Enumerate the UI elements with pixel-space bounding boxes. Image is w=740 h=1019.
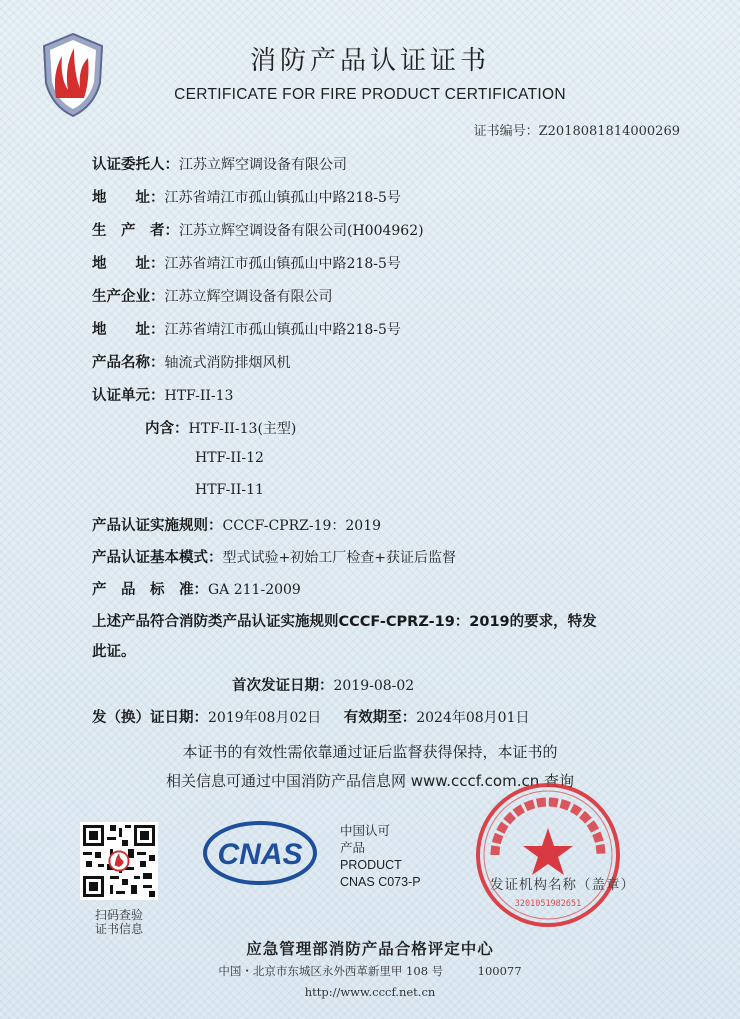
field-value: 2019年08月02日	[208, 710, 322, 726]
field-value: 江苏立辉空调设备有限公司(H004962)	[179, 223, 424, 239]
field-label: 发（换）证日期：	[92, 710, 208, 726]
field-manufacturer	[92, 285, 333, 306]
contains-label: 内含：	[145, 421, 189, 437]
field-applicant-address	[92, 186, 401, 207]
field-applicant	[92, 153, 347, 174]
field-label: 产品名称：	[92, 355, 165, 371]
seal-number: 3201051982651	[514, 899, 582, 909]
issuing-organization: 应急管理部消防产品合格评定中心	[246, 940, 494, 958]
cnas-logo-text: CNAS	[217, 838, 303, 871]
field-value: GA 211-2009	[208, 582, 301, 598]
qr-caption-line: 扫码查验	[94, 908, 143, 922]
field-label: 认证委托人：	[92, 157, 179, 173]
field-product-name	[92, 351, 291, 372]
field-rules	[92, 514, 381, 535]
statement-line-1: 上述产品符合消防类产品认证实施规则CCCF-CPRZ-19：2019的要求，特发	[92, 614, 597, 630]
issue-date	[92, 706, 529, 727]
organization-url[interactable]: http://www.cccf.net.cn	[304, 985, 436, 999]
field-value: CCCF-CPRZ-19：2019	[222, 518, 382, 534]
cnas-line: 产品	[340, 841, 366, 855]
notice-line-1: 本证书的有效性需依靠通过证后监督获得保持，本证书的	[182, 743, 558, 761]
cnas-line: PRODUCT	[340, 858, 402, 872]
qr-caption-line: 证书信息	[94, 922, 143, 936]
notice-line-2: 相关信息可通过中国消防产品信息网 www.cccf.com.cn 查询	[166, 772, 574, 790]
contains-item-row	[195, 450, 264, 466]
cnas-line: 中国认可	[340, 824, 391, 838]
field-value: 江苏省靖江市孤山镇孤山中路218-5号	[164, 322, 401, 338]
qr-code[interactable]	[80, 822, 158, 900]
field-label: 生 产 者：	[92, 223, 179, 239]
field-manufacturer-address	[92, 318, 401, 339]
field-value: 轴流式消防排烟风机	[164, 355, 291, 371]
statement-line-2: 此证。	[92, 644, 136, 660]
field-label: 产品认证实施规则：	[92, 518, 223, 534]
first-issue-date	[232, 674, 414, 695]
field-label: 地 址：	[92, 322, 165, 338]
field-cert-unit	[92, 384, 233, 405]
field-value: 2024年08月01日	[416, 710, 530, 726]
field-contains	[145, 417, 296, 438]
field-label: 认证单元：	[92, 388, 165, 404]
contains-item-row	[195, 482, 264, 498]
certificate-title-en: CERTIFICATE FOR FIRE PRODUCT CERTIFICATION	[174, 86, 566, 103]
field-standard	[92, 578, 301, 599]
cnas-logo	[200, 815, 320, 890]
seal-star-icon	[523, 828, 573, 875]
certificate-number: 证书编号：Z2018081814000269	[473, 124, 680, 139]
contains-item: HTF-II-11	[195, 482, 264, 498]
field-producer-address	[92, 252, 401, 273]
field-value: 2019-08-02	[333, 678, 415, 694]
field-label: 首次发证日期：	[232, 678, 334, 694]
contains-item: HTF-II-12	[195, 450, 264, 466]
field-label: 产 品 标 准：	[92, 582, 208, 598]
cnas-line: CNAS C073-P	[340, 875, 421, 889]
field-value: 江苏省靖江市孤山镇孤山中路218-5号	[164, 190, 401, 206]
cnas-accreditation-text	[340, 823, 421, 891]
field-label: 地 址：	[92, 256, 165, 272]
seal-caption: 发证机构名称（盖章）	[490, 877, 635, 893]
certificate-title-cn: 消防产品认证证书	[249, 46, 490, 76]
field-value: 型式试验+初始工厂检查+获证后监督	[222, 550, 456, 566]
field-label: 有效期至：	[343, 710, 417, 726]
qr-caption	[86, 908, 152, 936]
field-value: HTF-II-13	[164, 388, 234, 404]
field-producer	[92, 219, 424, 240]
field-value: 江苏立辉空调设备有限公司	[164, 289, 333, 305]
contains-item: HTF-II-13(主型)	[188, 421, 297, 437]
field-mode	[92, 546, 456, 567]
field-label: 地 址：	[92, 190, 165, 206]
official-seal	[473, 780, 623, 930]
organization-address: 中国・北京市东城区永外西革新里甲 108 号 100077	[218, 964, 522, 978]
field-label: 产品认证基本模式：	[92, 550, 223, 566]
field-value: 江苏省靖江市孤山镇孤山中路218-5号	[164, 256, 401, 272]
field-label: 生产企业：	[92, 289, 165, 305]
field-value: 江苏立辉空调设备有限公司	[179, 157, 347, 173]
